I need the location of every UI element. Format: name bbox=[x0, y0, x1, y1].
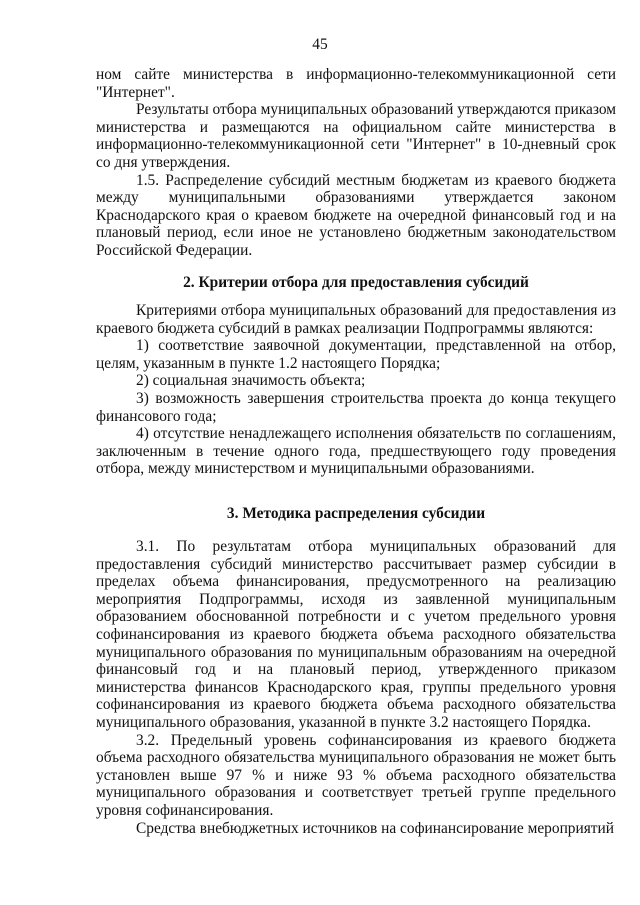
paragraph: 1.5. Распределение субсидий местным бюджетам из краевого бюджета между муниципальными образованиями утверждается законом Краснодарского края о краевом бюджете на очередной финансовый год и на плановый период, если иное не установлено бюджетным законодательством Российской Федерации. bbox=[96, 171, 616, 259]
paragraph: Средства внебюджетных источников на софинансирование мероприятий bbox=[136, 819, 615, 837]
list-item: 2) социальная значимость объекта; bbox=[136, 372, 366, 390]
paragraph: Критериями отбора муниципальных образований для предоставления из краевого бюджета субсидий в рамках реализации Подпрограммы являются: bbox=[96, 302, 616, 337]
section-3-body bbox=[96, 538, 616, 837]
section-heading: 2. Критерии отбора для предоставления субсидий bbox=[183, 274, 529, 291]
section-2-body bbox=[96, 302, 616, 478]
paragraph: 3.1. По результатам отбора муниципальных образований для предоставления субсидий министерство рассчитывает размер субсидии в пределах объема финансирования, предусмотренного на реализацию мероприятия Подпрограммы, исходя из заявленной муниципальным образованием обоснованной потребности и с учетом предельного уровня софинансирования из краевого бюджета объема расходного обязательства муниципального образования по муниципальным образованиям на очередной финансовый год и на плановый период, утвержденного приказом министерства финансов Краснодарского края, группы предельного уровня софинансирования из краевого бюджета объема расходного обязательства муниципального образования, указанной в пункте 3.2 настоящего Порядка. bbox=[96, 538, 616, 731]
paragraph: ном сайте министерства в информационно-телекоммуникационной сети "Интернет". bbox=[96, 66, 616, 101]
page-number: 45 bbox=[312, 36, 328, 53]
section-heading: 3. Методика распределения субсидии bbox=[226, 505, 486, 522]
list-item: 3) возможность завершения строительства проекта до конца текущего финансового года; bbox=[96, 389, 616, 425]
list-item: 1) соответствие заявочной документации, представленной на отбор, целям, указанным в пункте 1.2 настоящего Порядка; bbox=[96, 337, 616, 372]
section-heading-3-wrap bbox=[96, 505, 616, 523]
intro-block bbox=[96, 66, 616, 260]
section-heading-2-wrap bbox=[96, 274, 616, 292]
paragraph: Результаты отбора муниципальных образований утверждаются приказом министерства и размещаются на официальном сайте министерства в информационно-телекоммуникационной сети "Интернет" в 10-дневный срок со дня утверждения. bbox=[96, 101, 616, 171]
paragraph: 3.2. Предельный уровень софинансирования из краевого бюджета объема расходного обязательства муниципального образования не может быть установлен выше 97 % и ниже 93 % объема расходного обязательства муниципального образования и соответствует третьей группе предельного уровня софинансирования. bbox=[96, 731, 616, 819]
list-item: 4) отсутствие ненадлежащего исполнения обязательств по соглашениям, заключенным в течение одного года, предшествующего году проведения отбора, между министерством и муниципальными образованиями. bbox=[96, 425, 616, 478]
